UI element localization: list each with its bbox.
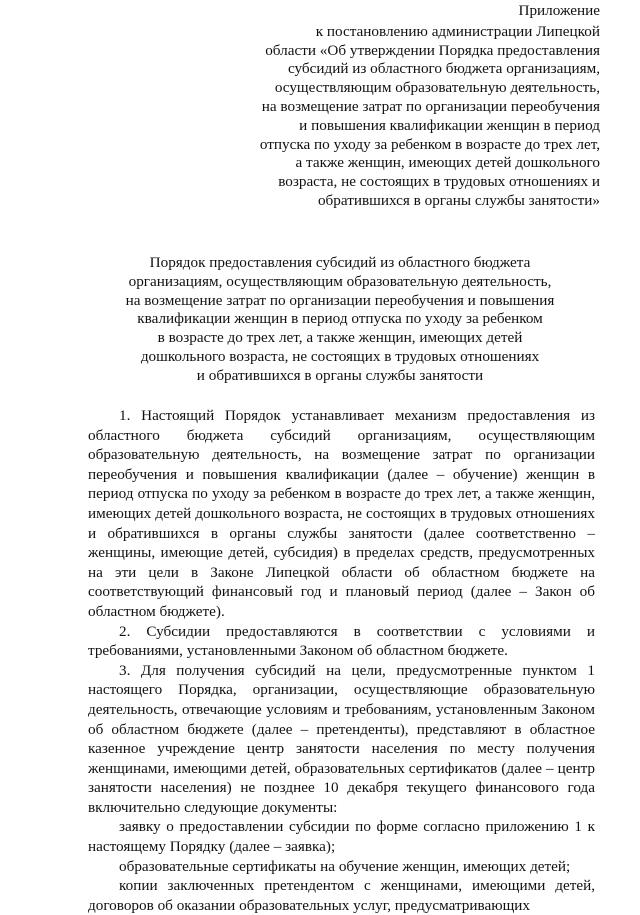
heading-line: организациям, осуществляющим образовательную деятельность, bbox=[128, 272, 552, 290]
appendix-line: обратившихся в органы службы занятости» bbox=[317, 191, 600, 209]
paragraph-1: 1. Настоящий Порядок устанавливает механизм предоставления из областного бюджета субсидий организациям, осуществляющим образовательную деятельность, на возмещение затрат по организации переобучения и повышения квалификации (далее – обучение) женщин в период отпуска по уходу за ребенком в возрасте до трех лет, а также женщин, имеющих детей дошкольного возраста, не состоящих в трудовых отношениях и обратившихся в органы службы занятости (далее соответственно – женщины, имеющие детей, субсидия) в пределах средств, предусмотренных на эти цели в Законе Липецкой области об областном бюджете на соответствующий финансовый год и плановый период (далее – Закон об областном бюджете). bbox=[88, 407, 595, 620]
appendix-line: осуществляющим образовательную деятельность, bbox=[274, 79, 600, 97]
appendix-line: а также женщин, имеющих детей дошкольного bbox=[295, 154, 600, 172]
heading-line: Порядок предоставления субсидий из областного бюджета bbox=[149, 254, 531, 271]
appendix-line: возраста, не состоящих в трудовых отношениях и bbox=[278, 173, 600, 191]
heading-line: дошкольного возраста, не состоящих в трудовых отношениях bbox=[140, 347, 540, 365]
appendix-line: отпуска по уходу за ребенком в возрасте до трех лет, bbox=[259, 135, 600, 153]
paragraph-3: 3. Для получения субсидий на цели, предусмотренные пунктом 1 настоящего Порядка, организации, осуществляющие образовательную деятельность, отвечающие условиям и требованиям, установленным Законом об областном бюджете (далее – претенденты), представляют в областное казенное учреждение центр занятости населения по месту получения женщинами, имеющими детей, образовательных сертификатов (далее – центр занятости населения) не позднее 10 декабря текущего финансового года включительно следующие документы: bbox=[88, 661, 595, 816]
appendix-line: на возмещение затрат по организации переобучения bbox=[261, 97, 600, 115]
heading-line: квалификации женщин в период отпуска по уходу за ребенком bbox=[137, 310, 543, 328]
appendix-line: к постановлению администрации Липецкой bbox=[315, 22, 600, 40]
heading-line: и обратившихся в органы службы занятости bbox=[196, 366, 484, 384]
appendix-title: Приложение bbox=[518, 2, 600, 19]
heading-line: в возрасте до трех лет, а также женщин, имеющих детей bbox=[157, 329, 523, 347]
paragraph-certificates: образовательные сертификаты на обучение женщин, имеющих детей; bbox=[119, 857, 571, 875]
heading-line: на возмещение затрат по организации переобучения и повышения bbox=[125, 291, 555, 309]
appendix-line: и повышения квалификации женщин в период bbox=[299, 116, 600, 134]
document-body bbox=[88, 406, 595, 915]
paragraph-contracts: копии заключенных претендентом с женщинами, имеющими детей, договоров об оказании образовательных услуг, предусматривающих bbox=[88, 877, 595, 914]
paragraph-2: 2. Субсидии предоставляются в соответствии с условиями и требованиями, установленными Законом об областном бюджете. bbox=[88, 622, 595, 660]
appendix-line: области «Об утверждении Порядка предоставления bbox=[265, 41, 600, 59]
document-heading bbox=[110, 254, 570, 386]
appendix-line: субсидий из областного бюджета организациям, bbox=[287, 60, 600, 78]
paragraph-application: заявку о предоставлении субсидии по форме согласно приложению 1 к настоящему Порядку (далее – заявка); bbox=[88, 818, 595, 856]
appendix-block bbox=[240, 2, 600, 211]
